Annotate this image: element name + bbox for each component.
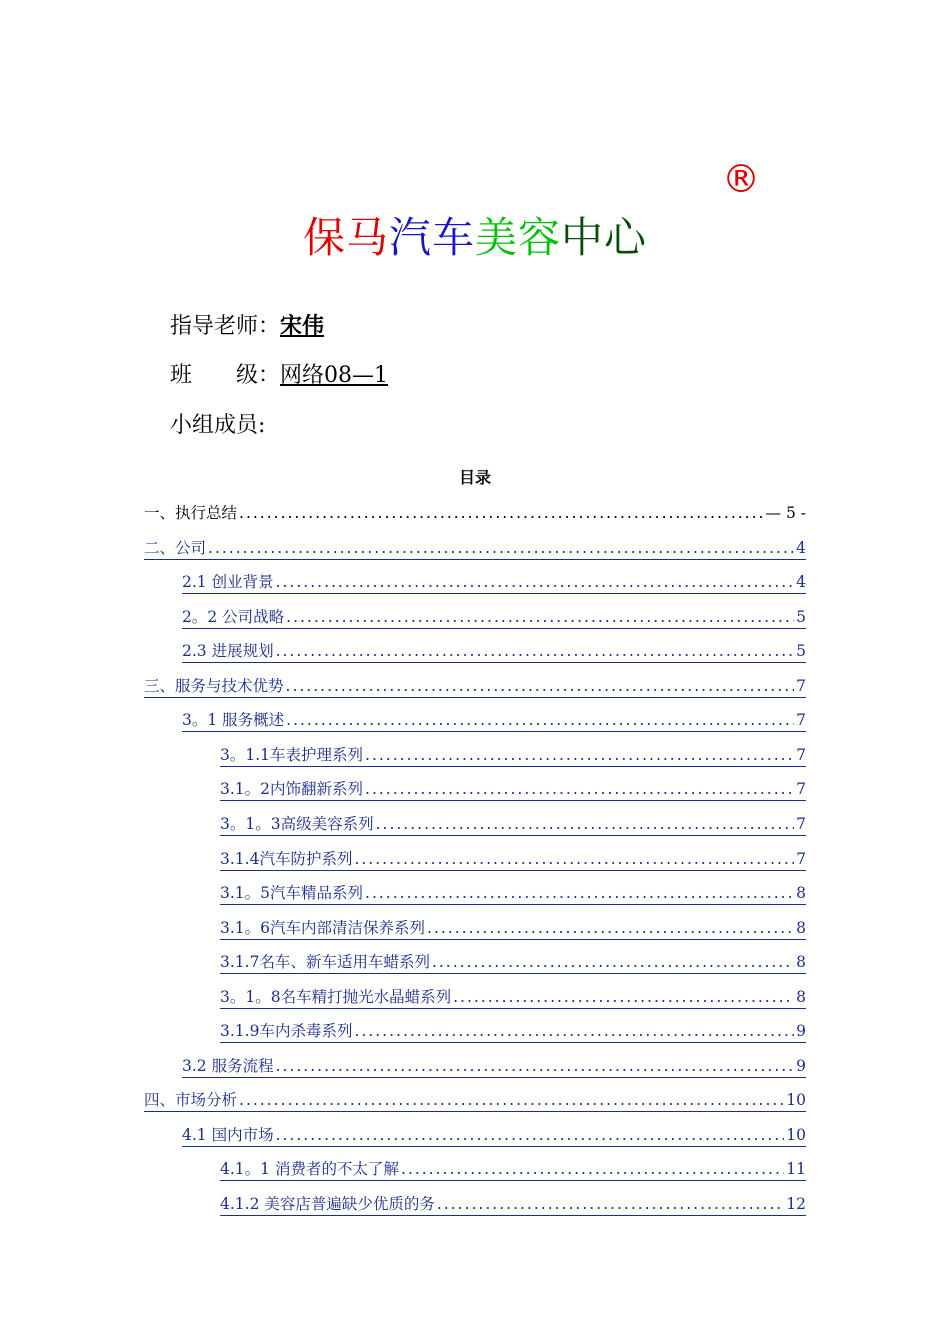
toc-entry-text: 四、市场分析 [144,1091,238,1110]
title-part-2: 汽车 [388,213,475,262]
toc-entry[interactable] [182,606,806,629]
toc-leader-dots [363,882,794,904]
toc-entry-page: 5 [796,642,806,661]
title-part-1: 保马 [302,213,389,262]
toc-leader-dots [274,571,795,593]
members-label: 小组成员: [170,413,266,438]
toc-leader-dots [363,778,794,800]
registered-mark: ® [722,157,760,201]
members-line [170,410,265,442]
toc-entry-page: 7 [796,849,806,868]
toc-entry[interactable] [220,951,806,974]
toc-entry-text: 3。1.1车表护理系列 [220,745,364,764]
toc-leader-dots [363,744,794,766]
advisor-line [170,310,324,343]
toc-entry-text: 4.1。1 消费者的不太了解 [220,1160,399,1179]
toc-entry-text: 3。1。3高级美容系列 [220,814,374,833]
toc-entry-page: 10 [786,1125,806,1144]
toc-leader-dots [284,709,794,731]
toc-entry-text: 3.1.4汽车防护系列 [220,849,353,868]
toc-leader-dots [237,502,764,524]
toc-entry-page: 5 [796,607,806,626]
toc-entry[interactable] [220,848,806,871]
class-line [170,360,388,392]
toc-entry[interactable] [182,571,806,594]
toc-entry-page: 8 [796,987,806,1006]
document-title [0,210,950,266]
toc-entry-page: 7 [796,676,806,695]
class-value: 网络08—1 [280,363,389,388]
advisor-value: 宋伟 [280,313,325,339]
toc-entry[interactable] [144,675,806,698]
toc-leader-dots [274,1055,795,1077]
toc-entry-text: 3.1。5汽车精品系列 [220,884,364,903]
toc-entry[interactable] [220,1158,806,1181]
toc-heading: 目录 [458,468,491,487]
toc-entry[interactable] [182,1055,806,1078]
toc-entry-page: 10 [786,1091,806,1110]
toc-leader-dots [284,606,794,628]
toc-leader-dots [352,848,794,870]
toc-entry-text: 4.1 国内市场 [182,1125,274,1144]
toc-entry-page: — 5 - [765,504,806,522]
toc-entry-text: 三、服务与技术优势 [144,676,284,695]
toc-entry[interactable] [144,1089,806,1112]
title-part-3: 美容 [475,213,562,262]
class-label: 班 级： [170,363,281,388]
toc-entry-text: 2.3 进展规划 [182,642,274,661]
toc-entry-text: 3.1。2内饰翻新系列 [220,780,364,799]
toc-leader-dots [206,537,794,559]
toc-entry[interactable] [220,744,806,767]
toc-entry-page: 4 [796,538,806,557]
toc-entry-page: 4 [796,573,806,592]
toc-leader-dots [274,1124,785,1146]
title-part-4: 中心 [561,213,648,262]
toc-entry[interactable] [220,986,806,1009]
toc-entry[interactable] [220,778,806,801]
toc-leader-dots [430,951,794,973]
toc-entry-page: 8 [796,884,806,903]
toc-entry[interactable] [220,917,806,940]
toc-leader-dots [237,1089,784,1111]
toc-entry-text: 3.1.9车内杀毒系列 [220,1022,353,1041]
toc-leader-dots [435,1193,784,1215]
toc-entry[interactable] [220,813,806,836]
toc-entry-page: 12 [786,1195,806,1213]
toc-entry[interactable] [182,640,806,663]
toc-leader-dots [352,1020,794,1042]
advisor-label: 指导老师： [170,314,281,339]
toc-entry[interactable] [220,1193,806,1216]
toc-entry-page: 8 [796,953,806,972]
toc-leader-dots [374,813,795,835]
toc-entry-text: 4.1.2 美容店普遍缺少优质的务 [220,1195,435,1213]
toc-leader-dots [284,675,795,697]
toc-entry [144,502,806,524]
toc-entry[interactable] [182,709,806,732]
toc-entry-text: 3。1 服务概述 [182,711,285,730]
toc-entry[interactable] [220,1020,806,1043]
toc-entry-page: 11 [786,1160,806,1179]
toc-leader-dots [451,986,794,1008]
toc-entry-page: 9 [796,1056,806,1075]
toc-entry-text: 二、公司 [144,538,207,557]
toc-entry[interactable] [220,882,806,905]
toc-entry-text: 2.1 创业背景 [182,573,274,592]
toc-leader-dots [425,917,794,939]
toc-entry-text: 2。2 公司战略 [182,607,285,626]
toc-entry-page: 7 [796,711,806,730]
toc-entry-page: 7 [796,814,806,833]
toc-entry[interactable] [182,1124,806,1147]
toc-entry-page: 9 [796,1022,806,1041]
toc-entry-text: 3.1.7名车、新车适用车蜡系列 [220,953,430,972]
toc-entry-page: 8 [796,918,806,937]
toc-leader-dots [399,1158,784,1180]
toc-entry-text: 3。1。8名车精打抛光水晶蜡系列 [220,987,452,1006]
toc-entry-text: 3.1。6汽车内部清洁保养系列 [220,918,426,937]
toc-entry-text: 一、执行总结 [144,504,238,522]
toc-entry[interactable] [144,537,806,560]
toc-entry-page: 7 [796,745,806,764]
toc-entry-page: 7 [796,780,806,799]
toc-leader-dots [274,640,795,662]
toc-entry-text: 3.2 服务流程 [182,1056,274,1075]
